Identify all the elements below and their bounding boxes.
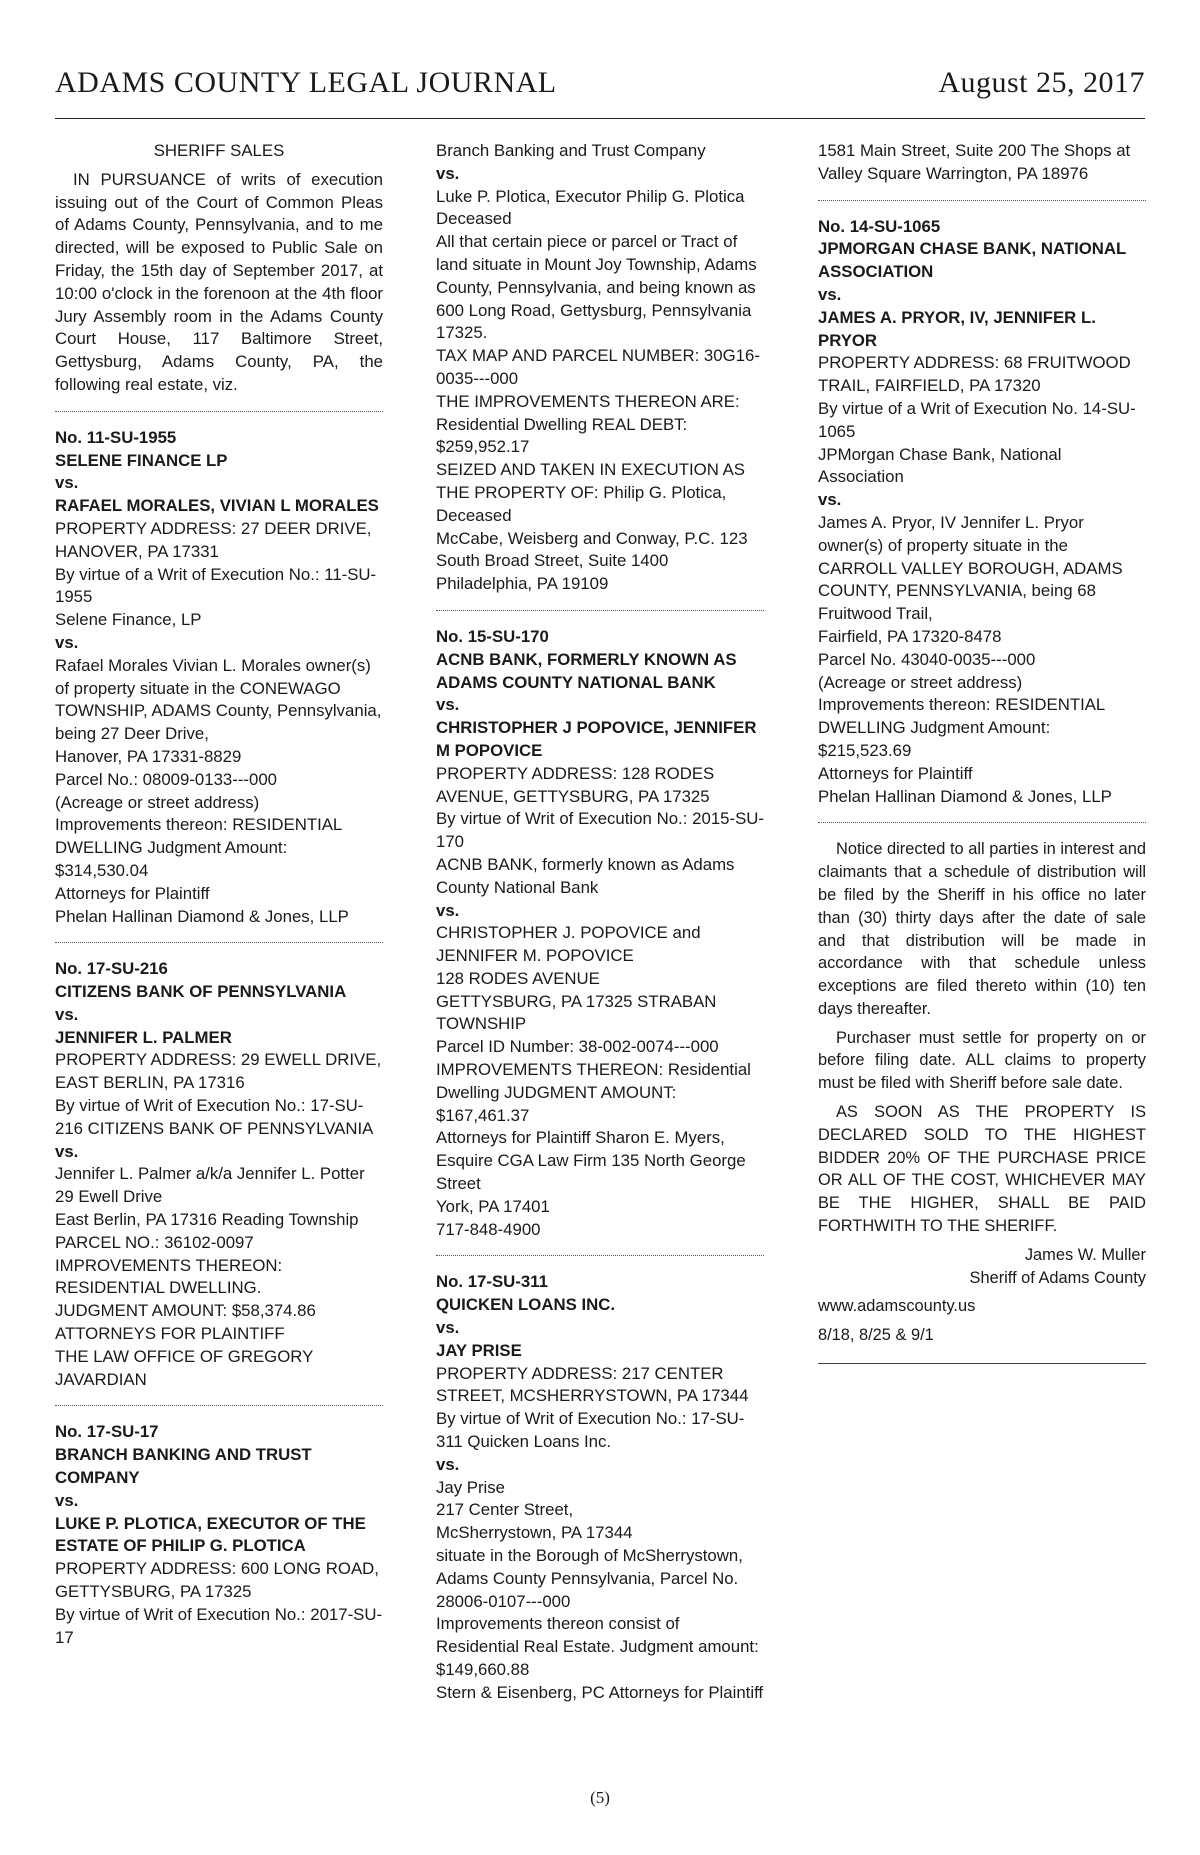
case-line: McSherrystown, PA 17344 bbox=[436, 1523, 633, 1543]
case-line: All that certain piece or parcel or Tract of land situate in Mount Joy Township, Adams County, Pennsylvania, and being known as 600 Long Road, Gettysburg, Pennsylvania 17325. bbox=[436, 232, 757, 343]
versus: vs. bbox=[436, 900, 460, 920]
case-line: PROPERTY ADDRESS: 217 CENTER STREET, MCSHERRYSTOWN, PA 17344 bbox=[436, 1363, 749, 1406]
dotted-separator bbox=[55, 942, 383, 943]
page-number: (5) bbox=[590, 1788, 610, 1807]
case-line: THE IMPROVEMENTS THEREON ARE: Residential Dwelling REAL DEBT: $259,952.17 bbox=[436, 391, 740, 457]
publication-dates: 8/18, 8/25 & 9/1 bbox=[818, 1326, 934, 1345]
plaintiff: JPMORGAN CHASE BANK, NATIONAL ASSOCIATION bbox=[818, 239, 1126, 282]
case-number: No. 17-SU-17 bbox=[55, 1422, 159, 1442]
defendant: JAMES A. PRYOR, IV, JENNIFER L. PRYOR bbox=[818, 307, 1096, 350]
case-line: 29 Ewell Drive bbox=[55, 1187, 163, 1207]
case-line: PROPERTY ADDRESS: 600 LONG ROAD, GETTYSBURG, PA 17325 bbox=[55, 1559, 379, 1602]
case-line: (Acreage or street address) bbox=[818, 672, 1023, 692]
case-number: No. 17-SU-311 bbox=[436, 1272, 548, 1292]
case-17-su-216 bbox=[55, 958, 383, 1391]
case-line: IMPROVEMENTS THEREON: Residential Dwelling JUDGMENT AMOUNT: $167,461.37 bbox=[436, 1060, 751, 1125]
versus: vs. bbox=[55, 473, 79, 493]
column-3 bbox=[818, 140, 1146, 1364]
sheriff-title: Sheriff of Adams County bbox=[969, 1268, 1146, 1287]
case-line: Parcel No. 43040-0035---000 bbox=[818, 649, 1036, 669]
case-line: York, PA 17401 bbox=[436, 1196, 550, 1216]
case-line: By virtue of Writ of Execution No.: 17-SU-311 Quicken Loans Inc. bbox=[436, 1409, 745, 1452]
case-line: Attorneys for Plaintiff bbox=[55, 883, 210, 903]
case-line: Rafael Morales Vivian L. Morales owner(s) of property situate in the CONEWAGO TOWNSHIP, ADAMS County, Pennsylvania, being 27 Deer Drive, bbox=[55, 655, 382, 744]
case-line: 217 Center Street, bbox=[436, 1500, 574, 1520]
dotted-separator bbox=[818, 200, 1146, 201]
case-line: Improvements thereon: RESIDENTIAL DWELLING Judgment Amount: $215,523.69 bbox=[818, 695, 1105, 760]
intro-paragraph: IN PURSUANCE of writs of execution issuing out of the Court of Common Pleas of Adams County, Pennsylvania, and to me directed, will be exposed to Public Sale on Friday, the 15th day of September 2017, at 10:00 o'clock in the forenoon at the 4th floor Jury Assembly room in the Adams County Court House, 117 Baltimore Street, Gettysburg, Adams County, PA, the following real estate, viz. bbox=[55, 169, 383, 394]
notice-paragraph: Notice directed to all parties in interest and claimants that a schedule of distribution will be filed by the Sheriff in his office no later than (30) thirty days after the date of sale and that distribution will be made in accordance with that schedule unless exceptions are filed thereto within (10) ten days thereafter. bbox=[818, 840, 1146, 1018]
case-number: No. 15-SU-170 bbox=[436, 626, 549, 646]
case-line: PROPERTY ADDRESS: 29 EWELL DRIVE, EAST BERLIN, PA 17316 bbox=[55, 1050, 382, 1093]
case-17-su-17-continued bbox=[436, 140, 764, 596]
sheriff-name: James W. Muller bbox=[1024, 1245, 1146, 1264]
versus: vs. bbox=[55, 632, 79, 652]
case-line: JPMorgan Chase Bank, National Association bbox=[818, 444, 1062, 487]
dotted-separator bbox=[436, 1255, 764, 1256]
case-line: Phelan Hallinan Diamond & Jones, LLP bbox=[55, 906, 349, 926]
case-line: ATTORNEYS FOR PLAINTIFF bbox=[55, 1324, 285, 1344]
case-15-su-170 bbox=[436, 626, 764, 1242]
end-rule bbox=[818, 1363, 1146, 1364]
case-number: No. 11-SU-1955 bbox=[55, 427, 177, 447]
case-line: PROPERTY ADDRESS: 27 DEER DRIVE, HANOVER, PA 17331 bbox=[55, 518, 372, 561]
plaintiff: SELENE FINANCE LP bbox=[55, 450, 228, 470]
case-line: 128 RODES AVENUE bbox=[436, 968, 600, 988]
case-line: GETTYSBURG, PA 17325 STRABAN TOWNSHIP bbox=[436, 991, 717, 1034]
versus: vs. bbox=[55, 1490, 79, 1510]
dotted-separator bbox=[818, 822, 1146, 823]
versus: vs. bbox=[436, 163, 460, 183]
case-line: East Berlin, PA 17316 Reading Township PARCEL NO.: 36102-0097 bbox=[55, 1210, 359, 1252]
case-line: Attorneys for Plaintiff bbox=[818, 763, 973, 783]
case-line: IMPROVEMENTS THEREON: RESIDENTIAL DWELLING. bbox=[55, 1255, 283, 1298]
case-17-su-311-continued bbox=[818, 140, 1146, 186]
case-11-su-1955 bbox=[55, 427, 383, 929]
case-line: Fairfield, PA 17320-8478 bbox=[818, 626, 1002, 646]
case-line: 1581 Main Street, Suite 200 The Shops at Valley Square Warrington, PA 18976 bbox=[818, 141, 1131, 183]
column-1 bbox=[55, 140, 383, 1649]
case-line: James A. Pryor, IV Jennifer L. Pryor owner(s) of property situate in the CARROLL VALLEY BOROUGH, ADAMS COUNTY, PENNSYLVANIA, being 68 Fruitwood Trail, bbox=[818, 512, 1123, 624]
versus: vs. bbox=[818, 284, 842, 304]
page-header bbox=[55, 66, 1145, 119]
defendant: JAY PRISE bbox=[436, 1340, 522, 1360]
case-line: Luke P. Plotica, Executor Philip G. Plotica Deceased bbox=[436, 186, 745, 229]
case-17-su-17 bbox=[55, 1421, 383, 1649]
plaintiff: QUICKEN LOANS INC. bbox=[436, 1295, 616, 1315]
case-line: Stern & Eisenberg, PC Attorneys for Plaintiff bbox=[436, 1682, 764, 1702]
case-line: Branch Banking and Trust Company bbox=[436, 141, 706, 160]
issue-date: August 25, 2017 bbox=[938, 66, 1145, 99]
notice-paragraph: Purchaser must settle for property on or before filing date. ALL claims to property must be filed with Sheriff before sale date. bbox=[818, 1028, 1146, 1093]
column-2 bbox=[436, 140, 764, 1705]
case-17-su-311 bbox=[436, 1271, 764, 1704]
versus: vs. bbox=[436, 695, 460, 715]
case-line: Jay Prise bbox=[436, 1477, 506, 1497]
defendant: JENNIFER L. PALMER bbox=[55, 1027, 232, 1047]
plaintiff: BRANCH BANKING AND TRUST COMPANY bbox=[55, 1445, 312, 1488]
case-line: By virtue of a Writ of Execution No. 14-SU-1065 bbox=[818, 398, 1136, 441]
case-number: No. 17-SU-216 bbox=[55, 959, 168, 979]
case-line: Phelan Hallinan Diamond & Jones, LLP bbox=[818, 786, 1112, 806]
case-line: McCabe, Weisberg and Conway, P.C. 123 South Broad Street, Suite 1400 Philadelphia, PA 19109 bbox=[436, 528, 748, 594]
case-line: Improvements thereon consist of Residential Real Estate. Judgment amount: $149,660.88 bbox=[436, 1614, 759, 1679]
case-line: 717-848-4900 bbox=[436, 1219, 541, 1239]
case-line: Improvements thereon: RESIDENTIAL DWELLING Judgment Amount: $314,530.04 bbox=[55, 815, 342, 880]
case-line: PROPERTY ADDRESS: 68 FRUITWOOD TRAIL, FAIRFIELD, PA 17320 bbox=[818, 353, 1131, 396]
case-line: THE LAW OFFICE OF GREGORY JAVARDIAN bbox=[55, 1346, 313, 1389]
case-line: Parcel No.: 08009-0133---000 bbox=[55, 769, 278, 789]
dotted-separator bbox=[436, 610, 764, 611]
case-line: ACNB BANK, formerly known as Adams County National Bank bbox=[436, 854, 735, 897]
dotted-separator bbox=[55, 1405, 383, 1406]
case-line: PROPERTY ADDRESS: 128 RODES AVENUE, GETTYSBURG, PA 17325 bbox=[436, 763, 715, 806]
case-line: JUDGMENT AMOUNT: $58,374.86 bbox=[55, 1301, 316, 1321]
county-website: www.adamscounty.us bbox=[818, 1297, 976, 1316]
defendant: CHRISTOPHER J POPOVICE, JENNIFER M POPOVICE bbox=[436, 718, 757, 760]
journal-title: ADAMS COUNTY LEGAL JOURNAL bbox=[55, 66, 557, 99]
versus: vs. bbox=[55, 1141, 79, 1161]
plaintiff: CITIZENS BANK OF PENNSYLVANIA bbox=[55, 982, 347, 1002]
case-line: Parcel ID Number: 38-002-0074---000 bbox=[436, 1037, 719, 1057]
versus: vs. bbox=[436, 1454, 460, 1474]
defendant: RAFAEL MORALES, VIVIAN L MORALES bbox=[55, 496, 379, 516]
case-line: By virtue of a Writ of Execution No.: 11-SU-1955 bbox=[55, 564, 377, 607]
case-line: TAX MAP AND PARCEL NUMBER: 30G16-0035---000 bbox=[436, 346, 760, 388]
notice-paragraph: AS SOON AS THE PROPERTY IS DECLARED SOLD TO THE HIGHEST BIDDER 20% OF THE PURCHASE PRICE OR ALL OF THE COST, WHICHEVER MAY BE THE HIGHER, SHALL BE PAID FORTHWITH TO THE SHERIFF. bbox=[818, 1103, 1146, 1236]
defendant: LUKE P. PLOTICA, EXECUTOR OF THE ESTATE OF PHILIP G. PLOTICA bbox=[55, 1513, 366, 1556]
dotted-separator bbox=[55, 411, 383, 412]
case-line: Hanover, PA 17331-8829 bbox=[55, 746, 242, 766]
versus: vs. bbox=[55, 1004, 79, 1024]
case-line: Attorneys for Plaintiff Sharon E. Myers, Esquire CGA Law Firm 135 North George Street bbox=[436, 1128, 746, 1194]
versus: vs. bbox=[818, 490, 842, 510]
case-line: Jennifer L. Palmer a/k/a Jennifer L. Potter bbox=[55, 1164, 365, 1184]
versus: vs. bbox=[436, 1318, 460, 1338]
case-number: No. 14-SU-1065 bbox=[818, 216, 941, 236]
case-line: CHRISTOPHER J. POPOVICE and JENNIFER M. POPOVICE bbox=[436, 923, 701, 966]
case-line: By virtue of Writ of Execution No.: 17-SU-216 CITIZENS BANK OF PENNSYLVANIA bbox=[55, 1096, 374, 1138]
case-14-su-1065 bbox=[818, 216, 1146, 809]
plaintiff: ACNB BANK, FORMERLY KNOWN AS ADAMS COUNTY NATIONAL BANK bbox=[436, 649, 737, 692]
case-line: By virtue of Writ of Execution No.: 2015-SU-170 bbox=[436, 809, 764, 852]
case-line: (Acreage or street address) bbox=[55, 792, 260, 812]
sale-notice bbox=[818, 838, 1146, 1347]
case-line: By virtue of Writ of Execution No.: 2017-SU-17 bbox=[55, 1604, 383, 1647]
section-heading: SHERIFF SALES bbox=[153, 141, 285, 160]
case-line: situate in the Borough of McSherrystown, Adams County Pennsylvania, Parcel No. 28006-0107---000 bbox=[436, 1546, 743, 1611]
case-line: Selene Finance, LP bbox=[55, 610, 202, 630]
case-line: SEIZED AND TAKEN IN EXECUTION AS THE PROPERTY OF: Philip G. Plotica, Deceased bbox=[436, 460, 745, 525]
